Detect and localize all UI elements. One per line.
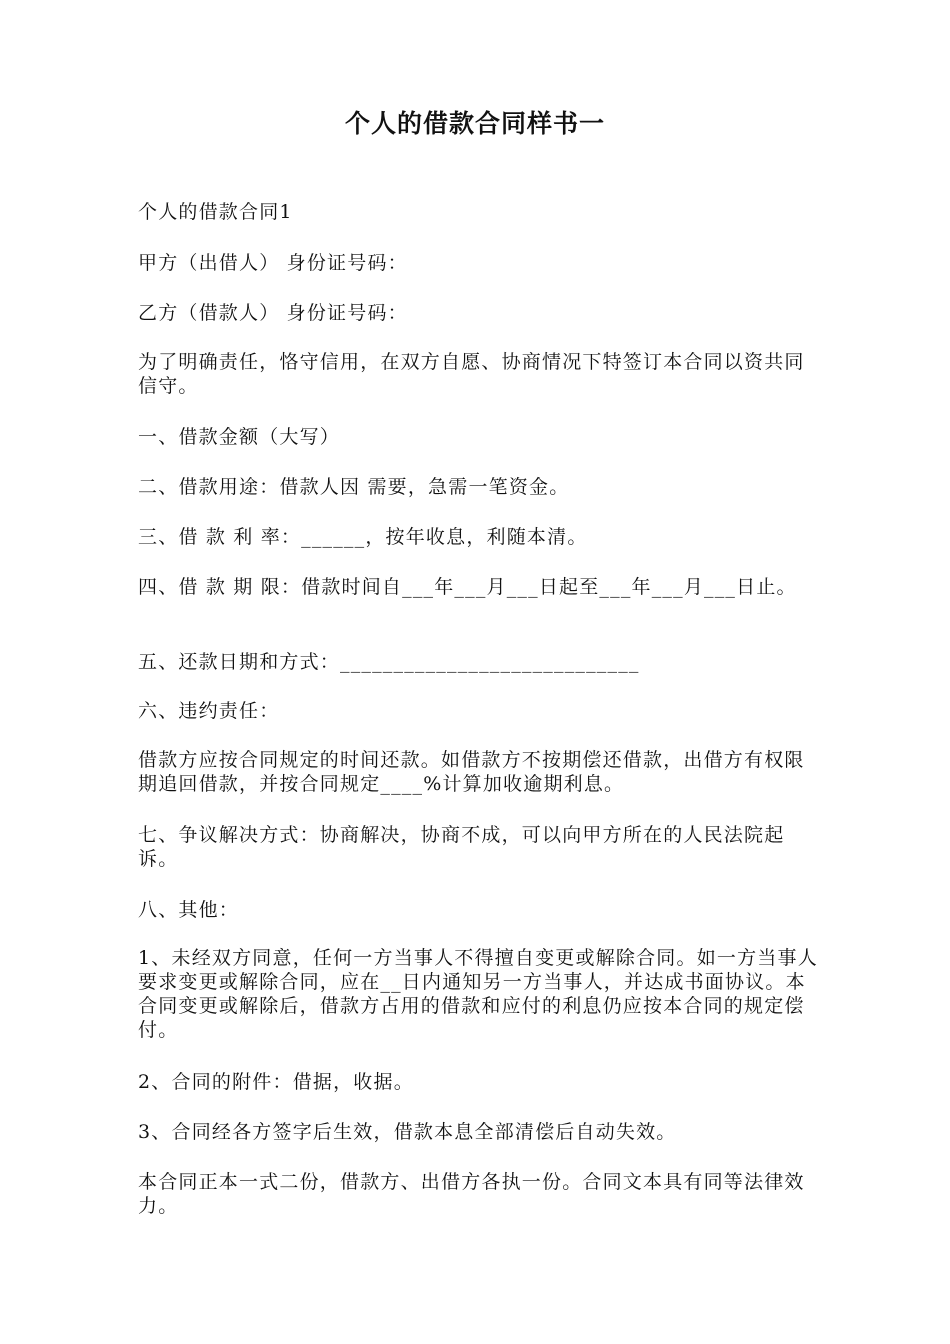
paragraph-clause-2: 2、合同的附件：借据，收据。 bbox=[138, 1071, 414, 1093]
paragraph-preamble: 为了明确责任，恪守信用，在双方自愿、协商情况下特签订本合同以资共同信守。 bbox=[138, 351, 805, 397]
paragraph-interest-rate: 三、借 款 利 率：______，按年收息，利随本清。 bbox=[138, 526, 588, 548]
paragraph-dispute: 七、争议解决方式：协商解决，协商不成，可以向甲方所在的人民法院起诉。 bbox=[138, 824, 785, 870]
paragraph-clause-3: 3、合同经各方签字后生效，借款本息全部清偿后自动失效。 bbox=[138, 1121, 677, 1143]
paragraph-lender: 甲方（出借人） 身份证号码： bbox=[138, 252, 408, 274]
paragraph-clause-1: 1、未经双方同意，任何一方当事人不得擅自变更或解除合同。如一方当事人要求变更或解除合同，应在__日内通知另一方当事人，并达成书面协议。本合同变更或解除后，借款方占用的借款和应付的利息仍应按本合同的规定偿付。 bbox=[138, 947, 818, 1041]
document-title: 个人的借款合同样书一 bbox=[344, 109, 605, 138]
paragraph-repayment: 五、还款日期和方式：____________________________ bbox=[138, 651, 640, 673]
paragraph-liability: 借款方应按合同规定的时间还款。如借款方不按期偿还借款，出借方有权限期追回借款，并按合同规定____%计算加收逾期利息。 bbox=[138, 749, 805, 795]
paragraph-other-heading: 八、其他： bbox=[138, 899, 240, 921]
paragraph-copies: 本合同正本一式二份，借款方、出借方各执一份。合同文本具有同等法律效力。 bbox=[138, 1171, 805, 1217]
paragraph-liability-heading: 六、违约责任： bbox=[138, 700, 280, 722]
paragraph-borrower: 乙方（借款人） 身份证号码： bbox=[138, 302, 408, 324]
paragraph-purpose: 二、借款用途：借款人因 需要，急需一笔资金。 bbox=[138, 476, 570, 498]
paragraph-contract-heading: 个人的借款合同1 bbox=[138, 201, 293, 223]
paragraph-amount: 一、借款金额（大写） bbox=[138, 426, 341, 448]
paragraph-term: 四、借 款 期 限：借款时间自___年___月___日起至___年___月___日止。 bbox=[138, 576, 797, 598]
